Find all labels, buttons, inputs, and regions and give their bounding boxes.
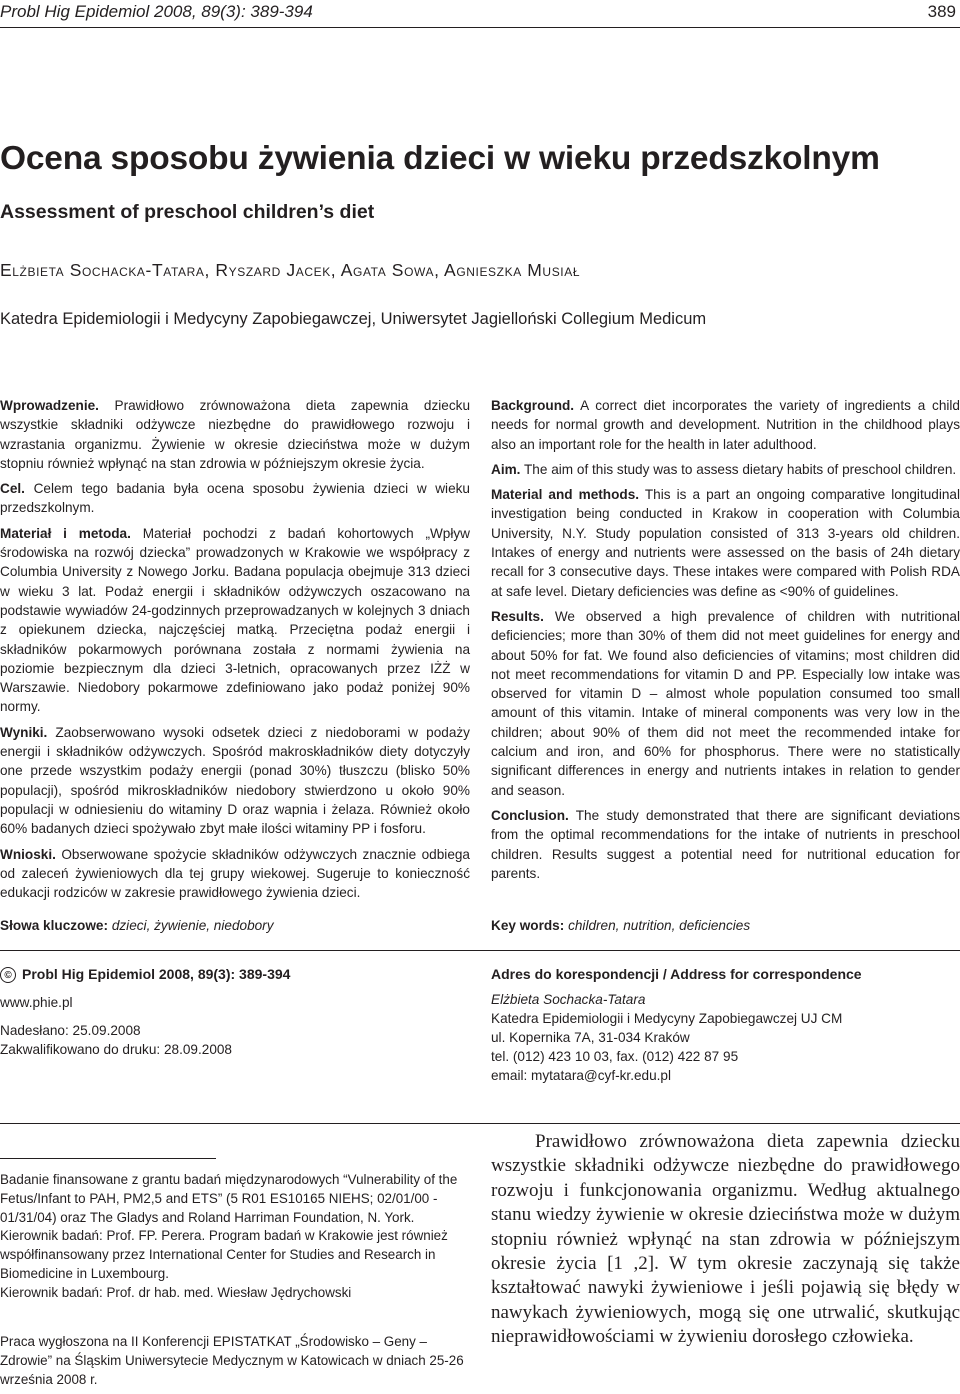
correspondence-phone: tel. (012) 423 10 03, fax. (012) 422 87 95 (491, 1049, 739, 1064)
citation-block (0, 965, 470, 1059)
section-text: A correct diet incorporates the variety of ingredients a child needs for normal growth and development. Nutrition in the childhood plays also an important role for the health in later adulthood. (491, 398, 960, 452)
running-header (0, 0, 960, 28)
section-text: Zaobserwowano wysoki odsetek dzieci z niedoborami w podaży energii i składników odżywczych. Spośród makroskładników diety dotyczyły one przede wszystkim podaży energii (ponad 30%) tłuszczu (blisko 50% populacji), spośród mikroskładników niedobory stwierdzono u około 90% populacji w odniesieniu do witaminy D oraz wapnia i żelaza. Również około 60% badanych dzieci spożywało zbyt małe ilości witaminy PP i fosforu. (0, 724, 470, 837)
footnote-rule (0, 1158, 216, 1159)
section-divider (0, 1123, 960, 1124)
section-label: Results. (491, 608, 544, 624)
accepted-date: Zakwalifikowano do druku: 28.09.2008 (0, 1042, 232, 1057)
section-label: Wprowadzenie. (0, 398, 99, 413)
section-label: Aim. (491, 461, 521, 477)
abstract-pl-conclusions (0, 845, 470, 903)
section-label: Wyniki. (0, 724, 48, 740)
section-label: Background. (491, 398, 575, 413)
abstract-pl-introduction (0, 396, 470, 473)
body-text (491, 1130, 960, 1350)
correspondence-block (491, 965, 960, 1085)
funding-lead: Kierownik badań: Prof. dr hab. med. Wiesław Jędrychowski (0, 1284, 352, 1300)
article-title-english: Assessment of preschool children’s diet (0, 201, 375, 223)
correspondence-name: Elżbieta Sochacka-Tatara (491, 992, 646, 1007)
citation-reference: Probl Hig Epidemiol 2008, 89(3): 389-394 (22, 966, 291, 982)
author-list: Elżbieta Sochacka-Tatara, Ryszard Jacek, Agata Sowa, Agnieszka Musiał (0, 260, 581, 280)
abstract-pl-results (0, 723, 470, 839)
correspondence-street: ul. Kopernika 7A, 31-034 Kraków (491, 1030, 690, 1045)
abstract-pl-aim (0, 479, 470, 518)
section-text: The aim of this study was to assess dietary habits of preschool children. (524, 461, 957, 477)
section-label: Cel. (0, 481, 25, 497)
section-label: Material and methods. (491, 487, 640, 503)
page-number: 389 (927, 2, 956, 21)
funding-text: Badanie finansowane z grantu badań międzynarodowych “Vulnerability of the Fetus/Infant to PAH, PM2,5 and ETS” (5 R01 ES10165 NIEHS; 02/01/00 - 01/31/04) oraz The Gladys and Roland Harriman Foundation, N. York. Kierownik badań: Prof. FP. Perera. Program badań w Krakowie jest również współfinansowany przez International Center for Studies and Research in Biomedicine in Luxembourg. (0, 1172, 458, 1281)
section-divider (0, 950, 960, 951)
abstract-en-methods (491, 485, 960, 601)
journal-reference: Probl Hig Epidemiol 2008, 89(3): 389-394 (0, 2, 313, 21)
article-title-polish: Ocena sposobu żywienia dzieci w wieku przedszkolnym (0, 140, 880, 177)
section-text: The study demonstrated that there are significant deviations from the optimal recommendations for the intake of nutrients in preschool children. Results suggest a potential need for nutritional education for parents. (491, 807, 960, 881)
abstract-en-results (491, 607, 960, 800)
keywords-list: dzieci, żywienie, niedobory (111, 918, 274, 933)
section-text: Obserwowane spożycie składników odżywczych znacznie odbiega od zaleceń żywieniowych dla tej grupy wiekowej. Sugeruje to konieczność edukacji rodziców w zakresie prawidłowego żywienia dzieci. (0, 846, 470, 901)
keywords-list: children, nutrition, deficiencies (568, 918, 751, 933)
correspondence-department: Katedra Epidemiologii i Medycyny Zapobiegawczej UJ CM (491, 1011, 843, 1026)
correspondence-title: Adres do korespondencji / Address for correspondence (491, 966, 862, 982)
journal-website-link[interactable]: www.phie.pl (0, 995, 73, 1010)
title-block (0, 136, 960, 331)
copyright-icon: © (0, 967, 16, 983)
abstract-en-conclusion (491, 806, 960, 883)
funding-footnote (0, 1171, 470, 1303)
section-text: This is a part an ongoing comparative longitudinal investigation being conducted in Krakow in cooperation with Columbia University, N.Y. Study population consisted of 313 3-years old children. Intakes of energy and nutrients were assessed on the basis of 24h dietary recall for 3 consecutive days. These intakes were compared with Polish RDA at safe level. Dietary deficiencies was define as <90% of guidelines. (491, 487, 960, 599)
keywords-label: Słowa kluczowe: (0, 918, 109, 933)
body-paragraph: Prawidłowo zrównoważona dieta zapewnia dziecku wszystkie składniki odżywcze niezbędne do prawidłowego rozwoju i funkcjonowania organizmu. Według aktualnego stanu wiedzy żywienie w okresie dzieciństwa może w dużym stopniu również wpłynąć na stan zdrowia w późniejszym okresie życia [1 ,2]. W tym okresie zaczynają się także kształtować nawyki żywieniowe i jeśli pojawią się błędy w nawykach żywieniowych, mogą się one utrwalić, skutkując nieprawidłowościami w żywieniu dorosłego człowieka. (491, 1131, 960, 1348)
section-label: Materiał i metoda. (0, 525, 131, 541)
section-label: Conclusion. (491, 807, 569, 823)
abstract-english (491, 396, 960, 889)
abstract-en-background (491, 396, 960, 454)
affiliation: Katedra Epidemiologii i Medycyny Zapobiegawczej, Uniwersytet Jagielloński Collegium Medicum (0, 310, 707, 328)
section-text: Celem tego badania była ocena sposobu żywienia dzieci w wieku przedszkolnym. (0, 481, 470, 516)
abstract-pl-methods (0, 524, 470, 717)
keywords-label: Key words: (491, 918, 565, 933)
abstract-en-aim (491, 460, 960, 479)
citation-line (0, 965, 470, 984)
abstract-polish (0, 396, 470, 908)
section-text: We observed a high prevalence of children with nutritional deficiencies; more than 30% of them did not meet guidelines for energy and about 50% for fat. We found also deficiencies of vitamins; most children did not meet recommendations for vitamin D and PP. Especially low intake was observed for vitamin D – almost whole population consumed too small amount of this vitamin. Intake of mineral components was very low in the children; about 90% of them did not meet the recommended intake for calcium and iron, and 60% for phosphorus. There were no statistically significant differences in energy and nutrients intakes in relation to gender and season. (491, 608, 960, 798)
keywords-polish (0, 916, 470, 936)
keywords-english (491, 916, 960, 936)
section-label: Wnioski. (0, 846, 56, 862)
submitted-date: Nadesłano: 25.09.2008 (0, 1023, 141, 1038)
conference-footnote: Praca wygłoszona na II Konferencji EPISTATKAT „Środowisko – Geny – Zdrowie” na Śląskim Uniwersytecie Medycznym w Katowicach w dniach 25-26 września 2008 r. (0, 1334, 464, 1387)
section-text: Prawidłowo zrównoważona dieta zapewnia dziecku wszystkie składniki odżywcze niezbędne do prawidłowego rozwoju i wzrastania organizmu. Żywienie w okresie dzieciństwa może w dużym stopniu również wpłynąć na stan zdrowia w późniejszym okresie życia. (0, 398, 471, 471)
correspondence-email[interactable]: email: mytatara@cyf-kr.edu.pl (491, 1068, 672, 1083)
section-text: Materiał pochodzi z badań kohortowych „Wpływ środowiska na rozwój dziecka” prowadzonych w Krakowie we współpracy z Columbia University z Nowego Jorku. Badana populacja obejmuje 313 dzieci w wieku 3 lat. Podaż energii i składników odżywczych oszacowano na podstawie wywiadów 24-godzinnych przeprowadzanych w kolejnych 3 dniach z opiekunem dziecka, najczęściej matką. Przeciętna podaż energii i składników pokarmowych porównana została z normami żywienia na poziomie bezpiecznym dla dzieci 3-letnich, opracowanych przez IŻŻ w Warszawie. Niedobory pokarmowe zdefiniowano jako podaż poniżej 90% normy. (0, 525, 471, 715)
